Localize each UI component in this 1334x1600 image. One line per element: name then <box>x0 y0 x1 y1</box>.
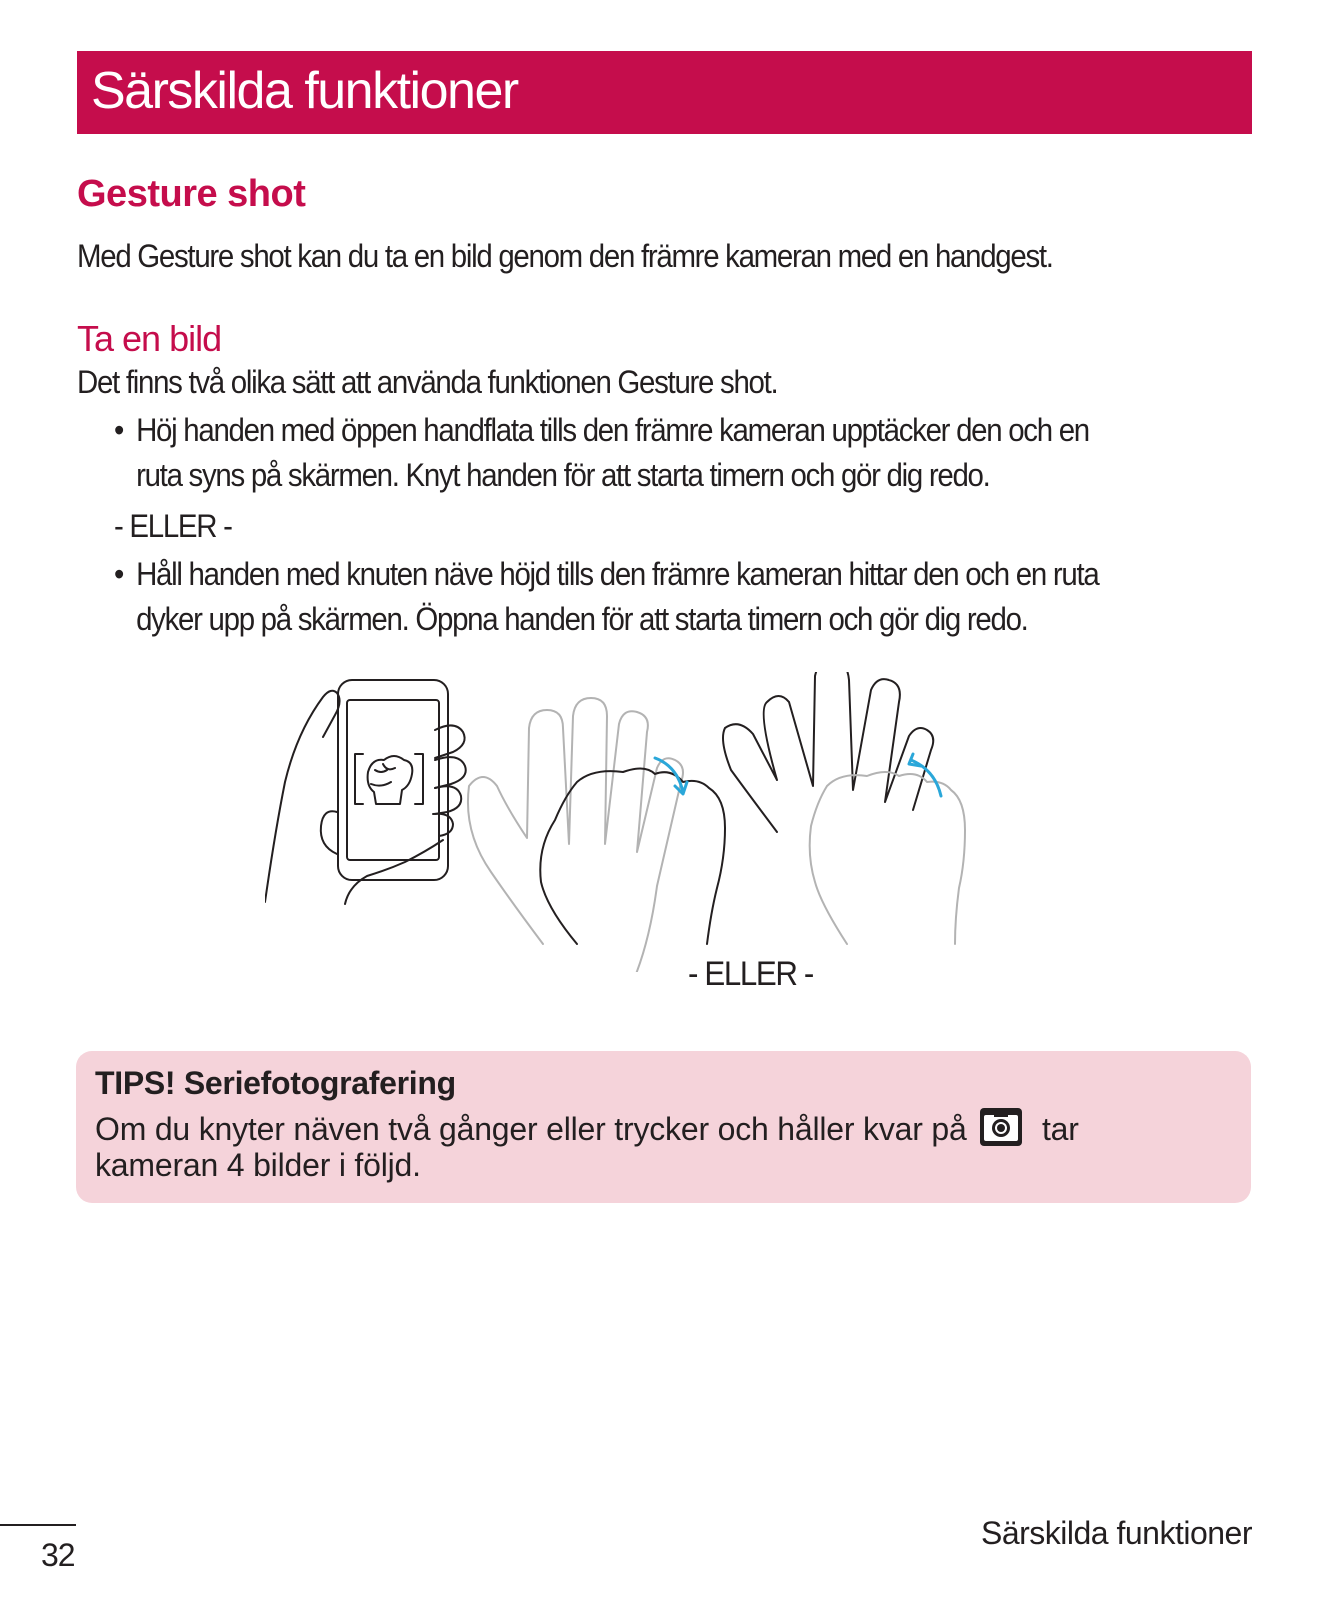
subsection-intro: Det finns två olika sätt att använda funktionen Gesture shot. <box>77 364 778 400</box>
tips-line-2: kameran 4 bilder i följd. <box>95 1147 421 1183</box>
bullet-1-line-2: ruta syns på skärmen. Knyt handen för att starta timern och gör dig redo. <box>136 457 990 493</box>
chapter-title: Särskilda funktioner <box>91 62 518 120</box>
tips-title: TIPS! Seriefotografering <box>95 1065 456 1101</box>
tips-line-1 <box>95 1107 1079 1148</box>
footer-rule <box>0 1524 76 1526</box>
page-number: 32 <box>41 1537 75 1573</box>
chapter-header-bar <box>77 51 1252 134</box>
open-to-fist-drawing <box>468 698 725 972</box>
gesture-shot-illustration <box>265 672 985 972</box>
section-title: Gesture shot <box>77 173 306 215</box>
camera-shutter-icon <box>979 1107 1023 1147</box>
section-intro: Med Gesture shot kan du ta en bild genom den främre kameran med en handgest. <box>77 238 1053 274</box>
bullet-2-line-1: Håll handen med knuten näve höjd tills den främre kameran hittar den och en ruta <box>136 556 1099 592</box>
bullet-2-line-2: dyker upp på skärmen. Öppna handen för att starta timern och gör dig redo. <box>136 601 1028 637</box>
tips-box <box>76 1051 1251 1203</box>
tips-text-after-icon: tar <box>1041 1111 1079 1147</box>
fist-to-open-drawing <box>723 672 965 944</box>
bullet-dot: • <box>114 412 124 448</box>
bullet-dot: • <box>114 556 124 592</box>
bullet-1-line-1: Höj handen med öppen handflata tills den främre kameran upptäcker den och en <box>136 412 1089 448</box>
footer-section-title: Särskilda funktioner <box>980 1515 1252 1551</box>
phone-in-hand-drawing <box>265 680 466 904</box>
subsection-title: Ta en bild <box>77 318 222 359</box>
illustration-caption: - ELLER - <box>688 955 813 993</box>
or-separator: - ELLER - <box>114 508 232 544</box>
tips-text-before-icon: Om du knyter näven två gånger eller trycker och håller kvar på <box>95 1111 967 1147</box>
